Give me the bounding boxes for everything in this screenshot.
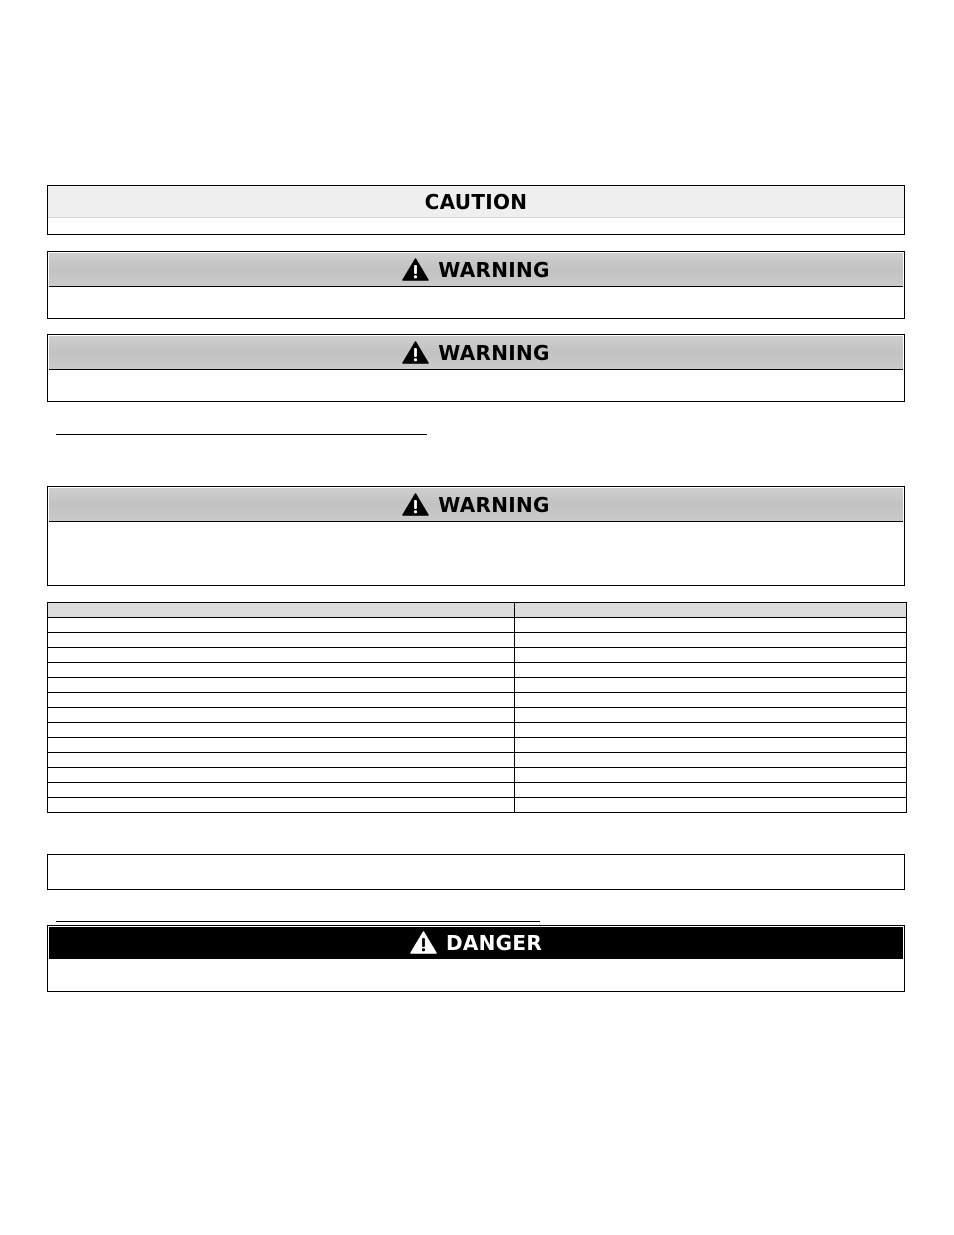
table-cell [515, 723, 907, 738]
warning-label-1: WARNING [438, 257, 550, 282]
table-cell [515, 753, 907, 768]
table-row [48, 633, 907, 648]
exclamation-triangle-icon [402, 341, 429, 364]
table-row [48, 618, 907, 633]
table-cell [48, 603, 515, 618]
danger-notice [47, 925, 905, 992]
specification-table [47, 602, 907, 813]
table-cell [515, 618, 907, 633]
table-row [48, 723, 907, 738]
exclamation-triangle-icon [410, 931, 437, 954]
warning-label-2: WARNING [438, 340, 550, 365]
warning-label-3: WARNING [438, 492, 550, 517]
table-row [48, 753, 907, 768]
table-row [48, 783, 907, 798]
table-row [48, 768, 907, 783]
table-row [48, 648, 907, 663]
table-row [48, 708, 907, 723]
table-cell [515, 768, 907, 783]
table-cell [48, 663, 515, 678]
table-row [48, 678, 907, 693]
table-cell [48, 693, 515, 708]
table-cell [48, 678, 515, 693]
table-row [48, 738, 907, 753]
caution-notice [47, 185, 905, 235]
table-cell [48, 723, 515, 738]
table-cell [48, 648, 515, 663]
warning-notice-1 [47, 251, 905, 319]
table-cell [515, 603, 907, 618]
table-cell [48, 633, 515, 648]
warning-header-2 [49, 336, 903, 370]
table-cell [48, 768, 515, 783]
table-cell [515, 783, 907, 798]
exclamation-triangle-icon [402, 493, 429, 516]
table-row [48, 663, 907, 678]
table-cell [515, 798, 907, 813]
table-header-row [48, 603, 907, 618]
caution-header [48, 186, 904, 218]
table-cell [515, 708, 907, 723]
warning-notice-2 [47, 334, 905, 402]
heading-underline-2 [56, 921, 540, 922]
table-cell [48, 738, 515, 753]
table-cell [48, 708, 515, 723]
exclamation-triangle-icon [402, 258, 429, 281]
table-cell [515, 678, 907, 693]
heading-underline-1 [56, 434, 427, 435]
table-cell [48, 783, 515, 798]
table-row [48, 693, 907, 708]
warning-header-3 [49, 488, 903, 522]
table-cell [515, 663, 907, 678]
warning-notice-3 [47, 486, 905, 586]
danger-header [49, 927, 903, 959]
table-cell [515, 633, 907, 648]
table-cell [515, 693, 907, 708]
table-cell [515, 648, 907, 663]
table-cell [48, 618, 515, 633]
table-row [48, 798, 907, 813]
table-cell [515, 738, 907, 753]
danger-label: DANGER [445, 930, 543, 955]
warning-header-1 [49, 253, 903, 287]
table-cell [48, 753, 515, 768]
table-cell [48, 798, 515, 813]
note-box [47, 854, 905, 890]
caution-label: CAUTION [424, 189, 528, 214]
